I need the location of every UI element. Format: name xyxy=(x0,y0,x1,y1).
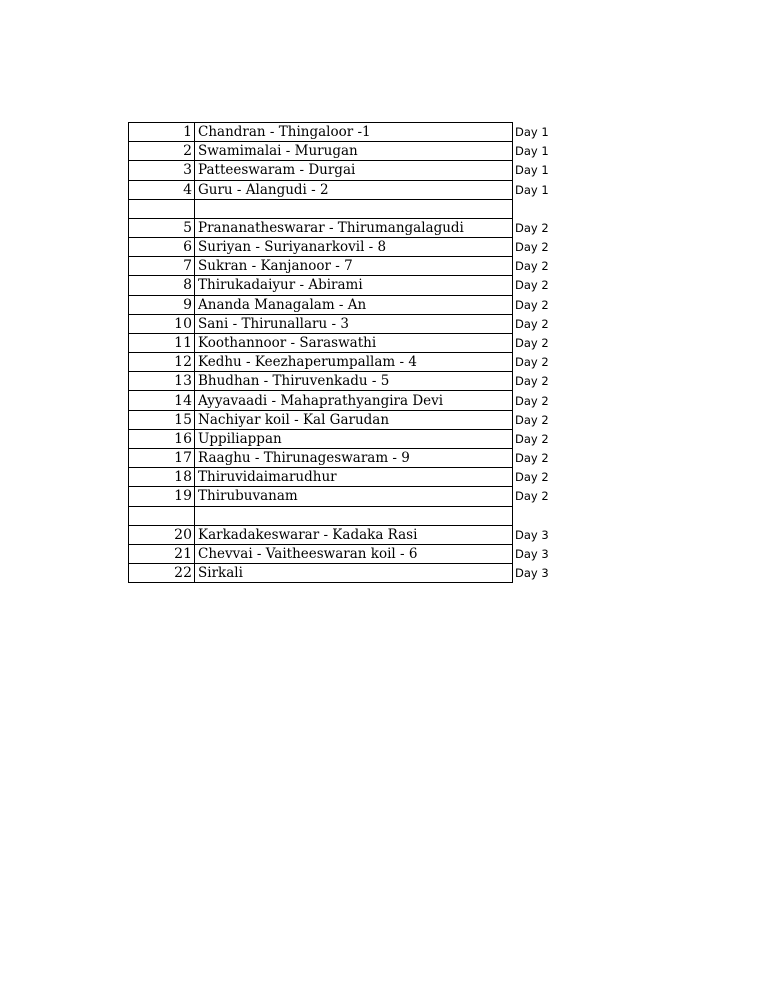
day-label xyxy=(513,506,576,525)
day-label: Day 2 xyxy=(515,393,549,408)
table-row xyxy=(129,372,576,391)
day-label: Day 2 xyxy=(515,316,549,331)
itinerary-rows xyxy=(129,123,576,583)
temple-name: Kedhu - Keezhaperumpallam - 4 xyxy=(195,353,513,372)
table-row xyxy=(129,563,576,582)
day-label: Day 3 xyxy=(515,566,549,581)
blank-row xyxy=(129,199,576,218)
temple-name: Koothannoor - Saraswathi xyxy=(195,333,513,352)
row-number: 5 xyxy=(129,218,195,237)
itinerary-table xyxy=(128,122,576,583)
row-number: 16 xyxy=(129,429,195,448)
day-label: Day 2 xyxy=(515,451,549,466)
day-label: Day 2 xyxy=(515,489,549,504)
temple-name: Swamimalai - Murugan xyxy=(195,142,513,161)
table-row xyxy=(129,410,576,429)
blank-row xyxy=(129,506,576,525)
table-row xyxy=(129,391,576,410)
row-number: 6 xyxy=(129,237,195,256)
day-label: Day 2 xyxy=(515,220,549,235)
temple-name: Thirukadaiyur - Abirami xyxy=(195,276,513,295)
temple-itinerary-sheet xyxy=(128,122,576,583)
table-row xyxy=(129,123,576,142)
day-label: Day 1 xyxy=(515,125,549,140)
day-label: Day 2 xyxy=(515,470,549,485)
row-number: 10 xyxy=(129,314,195,333)
row-number: 21 xyxy=(129,544,195,563)
temple-name: Sirkali xyxy=(195,563,513,582)
day-label: Day 2 xyxy=(515,412,549,427)
temple-name: Ayyavaadi - Mahaprathyangira Devi xyxy=(195,391,513,410)
table-row xyxy=(129,295,576,314)
day-label: Day 2 xyxy=(515,431,549,446)
temple-name: Chevvai - Vaitheeswaran koil - 6 xyxy=(195,544,513,563)
day-label: Day 1 xyxy=(515,163,549,178)
table-row xyxy=(129,468,576,487)
row-number: 17 xyxy=(129,449,195,468)
row-number: 18 xyxy=(129,468,195,487)
day-label: Day 3 xyxy=(515,527,549,542)
temple-name: Chandran - Thingaloor -1 xyxy=(195,123,513,142)
day-label: Day 1 xyxy=(515,144,549,159)
day-label: Day 2 xyxy=(515,259,549,274)
temple-name: Prananatheswarar - Thirumangalagudi xyxy=(195,218,513,237)
temple-name: Ananda Managalam - An xyxy=(195,295,513,314)
temple-name: Bhudhan - Thiruvenkadu - 5 xyxy=(195,372,513,391)
day-label: Day 2 xyxy=(515,278,549,293)
temple-name xyxy=(195,199,513,218)
table-row xyxy=(129,333,576,352)
row-number: 14 xyxy=(129,391,195,410)
row-number: 15 xyxy=(129,410,195,429)
temple-name: Patteeswaram - Durgai xyxy=(195,161,513,180)
temple-name: Sani - Thirunallaru - 3 xyxy=(195,314,513,333)
row-number: 3 xyxy=(129,161,195,180)
temple-name: Uppiliappan xyxy=(195,429,513,448)
table-row xyxy=(129,544,576,563)
day-label: Day 2 xyxy=(515,355,549,370)
temple-name: Sukran - Kanjanoor - 7 xyxy=(195,257,513,276)
temple-name: Suriyan - Suriyanarkovil - 8 xyxy=(195,237,513,256)
day-label: Day 2 xyxy=(515,297,549,312)
row-number: 11 xyxy=(129,333,195,352)
day-label: Day 3 xyxy=(515,546,549,561)
row-number xyxy=(129,506,195,525)
temple-name: Thirubuvanam xyxy=(195,487,513,506)
table-row xyxy=(129,218,576,237)
table-row xyxy=(129,353,576,372)
temple-name: Thiruvidaimarudhur xyxy=(195,468,513,487)
table-row xyxy=(129,429,576,448)
day-label: Day 2 xyxy=(515,335,549,350)
row-number: 12 xyxy=(129,353,195,372)
row-number: 8 xyxy=(129,276,195,295)
table-row xyxy=(129,180,576,199)
row-number: 1 xyxy=(129,123,195,142)
temple-name: Raaghu - Thirunageswaram - 9 xyxy=(195,449,513,468)
day-label: Day 1 xyxy=(515,182,549,197)
table-row xyxy=(129,487,576,506)
row-number: 20 xyxy=(129,525,195,544)
day-label: Day 2 xyxy=(515,240,549,255)
table-row xyxy=(129,142,576,161)
day-label xyxy=(513,199,576,218)
row-number: 13 xyxy=(129,372,195,391)
temple-name: Guru - Alangudi - 2 xyxy=(195,180,513,199)
table-row xyxy=(129,314,576,333)
temple-name xyxy=(195,506,513,525)
table-row xyxy=(129,161,576,180)
row-number: 2 xyxy=(129,142,195,161)
table-row xyxy=(129,257,576,276)
temple-name: Karkadakeswarar - Kadaka Rasi xyxy=(195,525,513,544)
table-row xyxy=(129,276,576,295)
row-number: 19 xyxy=(129,487,195,506)
table-row xyxy=(129,525,576,544)
row-number: 4 xyxy=(129,180,195,199)
row-number: 7 xyxy=(129,257,195,276)
day-label: Day 2 xyxy=(515,374,549,389)
table-row xyxy=(129,449,576,468)
row-number xyxy=(129,199,195,218)
row-number: 9 xyxy=(129,295,195,314)
row-number: 22 xyxy=(129,563,195,582)
temple-name: Nachiyar koil - Kal Garudan xyxy=(195,410,513,429)
table-row xyxy=(129,237,576,256)
